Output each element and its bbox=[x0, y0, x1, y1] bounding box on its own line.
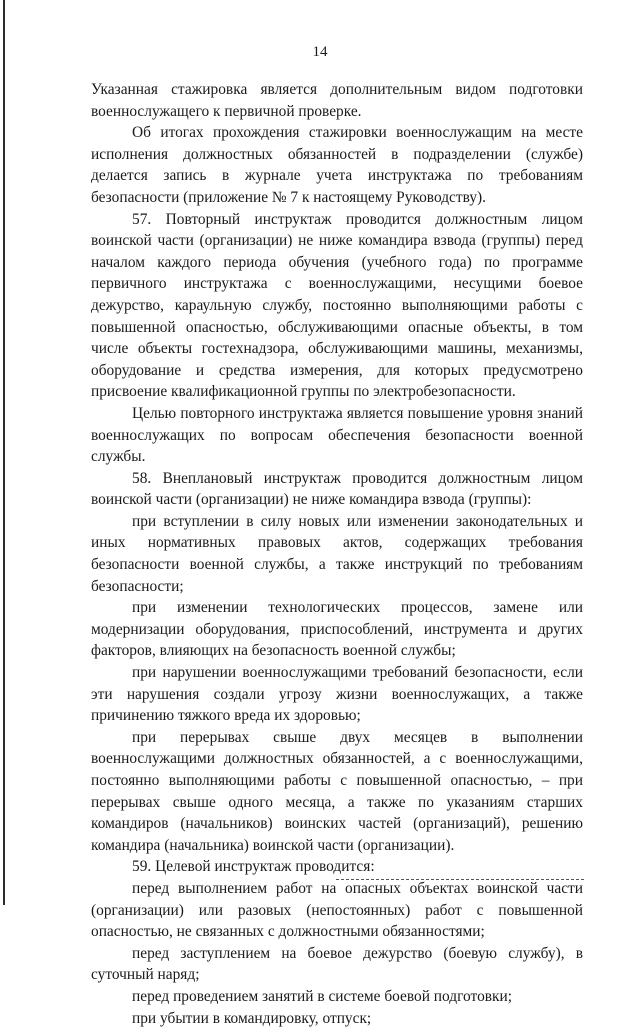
list-item: перед выполнением работ на опасных объектах воинской части (организации) или разовых (непостоянных) работ с повышенной опасностью, не связанных с должностными обязанностями; bbox=[91, 879, 583, 941]
paragraph: Целью повторного инструктажа является повышение уровня знаний военнослужащих по вопросам обеспечения безопасности военной службы. bbox=[91, 404, 583, 466]
list-item: при нарушении военнослужащими требований безопасности, если эти нарушения создали угрозу жизни военнослужащих, а также причинению тяжкого вреда их здоровью; bbox=[91, 664, 583, 725]
list-item: перед заступлением на боевое дежурство (боевую службу), в суточный наряд; bbox=[91, 944, 583, 984]
scan-edge bbox=[3, 0, 5, 905]
list-item: при изменении технологических процессов, замене или модернизации оборудования, приспособлений, инструмента и других факторов, влияющих на безопасность военной службы; bbox=[91, 599, 583, 660]
paragraph: Указанная стажировка является дополнительным видом подготовки военнослужащего к первичной проверке. bbox=[91, 81, 583, 120]
paragraph-57: 57. Повторный инструктаж проводится должностным лицом воинской части (организации) не ниже командира взвода (группы) перед началом каждого периода обучения (учебного года) по программе первичного инструктажа с военнослужащими, несущими боевое дежурство, караульную службу, постоянно выполняющими работы с повышенной опасностью, обслуживающими опасные объекты, в том числе объекты гостехнадзора, обслуживающими машины, механизмы, оборудование и средства измерения, для которых предусмотрено присвоение квалификационной группы по электробезопасности. bbox=[91, 210, 583, 401]
list-item: при перерывах свыше двух месяцев в выполнении военнослужащими должностных обязанностей, а с военнослужащими, постоянно выполняющими работы с повышенной опасностью, – при перерывах свыше одного месяца, а также по указаниям старших командиров (начальников) воинских частей (организаций), решению командира (начальника) воинской части (организации). bbox=[91, 728, 583, 854]
list-item: при вступлении в силу новых или изменении законодательных и иных нормативных правовых актов, содержащих требования безопасности военной службы, а также инструкций по требованиям безопасности; bbox=[91, 512, 583, 595]
page-number: 14 bbox=[312, 44, 328, 60]
list-item: при убытии в командировку, отпуск; bbox=[132, 1009, 372, 1027]
paragraph-58: 58. Внеплановый инструктаж проводится должностным лицом воинской части (организации) не ниже командира взвода (группы): bbox=[91, 469, 583, 509]
page-body bbox=[91, 79, 583, 1029]
footer-rule bbox=[336, 879, 584, 880]
paragraph: Об итогах прохождения стажировки военнослужащим на месте исполнения должностных обязанностей в подразделении (службе) делается запись в журнале учета инструктажа по требованиям безопасности (приложение № 7 к настоящему Руководству). bbox=[91, 124, 583, 206]
list-item: перед проведением занятий в системе боевой подготовки; bbox=[132, 987, 513, 1005]
paragraph-59: 59. Целевой инструктаж проводится: bbox=[132, 858, 375, 876]
